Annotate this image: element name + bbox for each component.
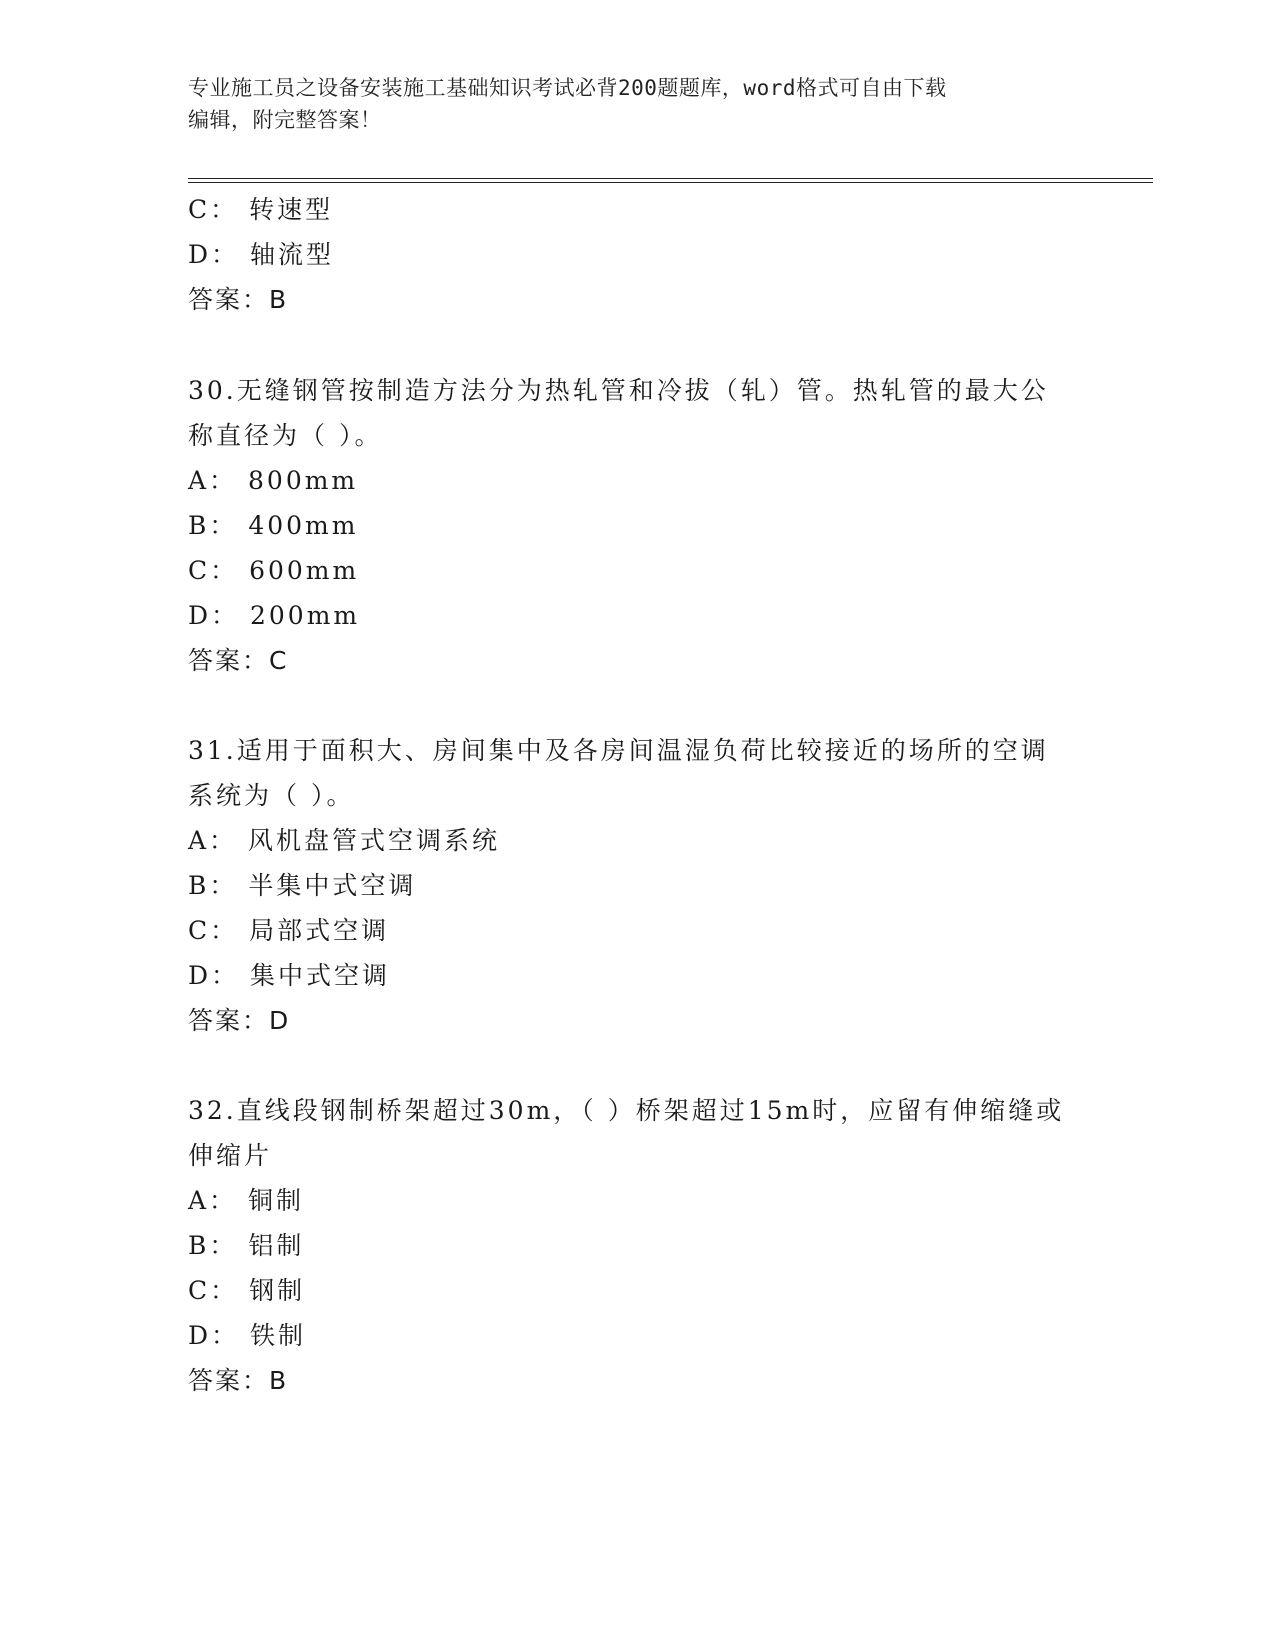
q32-option-b: B： 铝制 [188,1231,305,1260]
q32-text-line-1: 32.直线段钢制桥架超过30m，（ ）桥架超过15m时，应留有伸缩缝或 [188,1096,1065,1125]
q30-option-b: B： 400mm [188,511,359,540]
q31-text-line-1: 31.适用于面积大、房间集中及各房间温湿负荷比较接近的场所的空调 [188,736,1049,765]
prev-answer: 答案：B [188,285,289,314]
header-divider-top [188,178,1153,179]
q30-option-c: C： 600mm [188,556,360,585]
q30-option-a: A： 800mm [188,466,359,495]
q32-answer: 答案：B [188,1366,289,1395]
q32-text-line-2: 伸缩片 [188,1141,273,1170]
q32-option-a: A： 铜制 [188,1186,305,1215]
document-header [188,72,1078,136]
q31-option-d: D： 集中式空调 [188,961,390,990]
q31-option-a: A： 风机盘管式空调系统 [188,826,501,855]
header-line-2: 编辑，附完整答案！ [188,108,382,132]
q32-option-c: C： 钢制 [188,1276,306,1305]
prev-option-c: C： 转速型 [188,195,334,224]
q30-text-line-1: 30.无缝钢管按制造方法分为热轧管和冷拔（轧）管。热轧管的最大公 [188,376,1049,405]
q31-answer: 答案：D [188,1006,291,1035]
prev-option-d: D： 轴流型 [188,240,334,269]
header-divider-bottom [188,182,1153,183]
header-line-1: 专业施工员之设备安装施工基础知识考试必背200题题库，word格式可自由下载 [188,76,947,100]
q31-text-line-2: 系统为（ ）。 [188,781,355,810]
q30-answer: 答案：C [188,646,289,675]
q31-option-b: B： 半集中式空调 [188,871,417,900]
q32-option-d: D： 铁制 [188,1321,306,1350]
q30-text-line-2: 称直径为（ ）。 [188,421,383,450]
q30-option-d: D： 200mm [188,601,361,630]
q31-option-c: C： 局部式空调 [188,916,390,945]
